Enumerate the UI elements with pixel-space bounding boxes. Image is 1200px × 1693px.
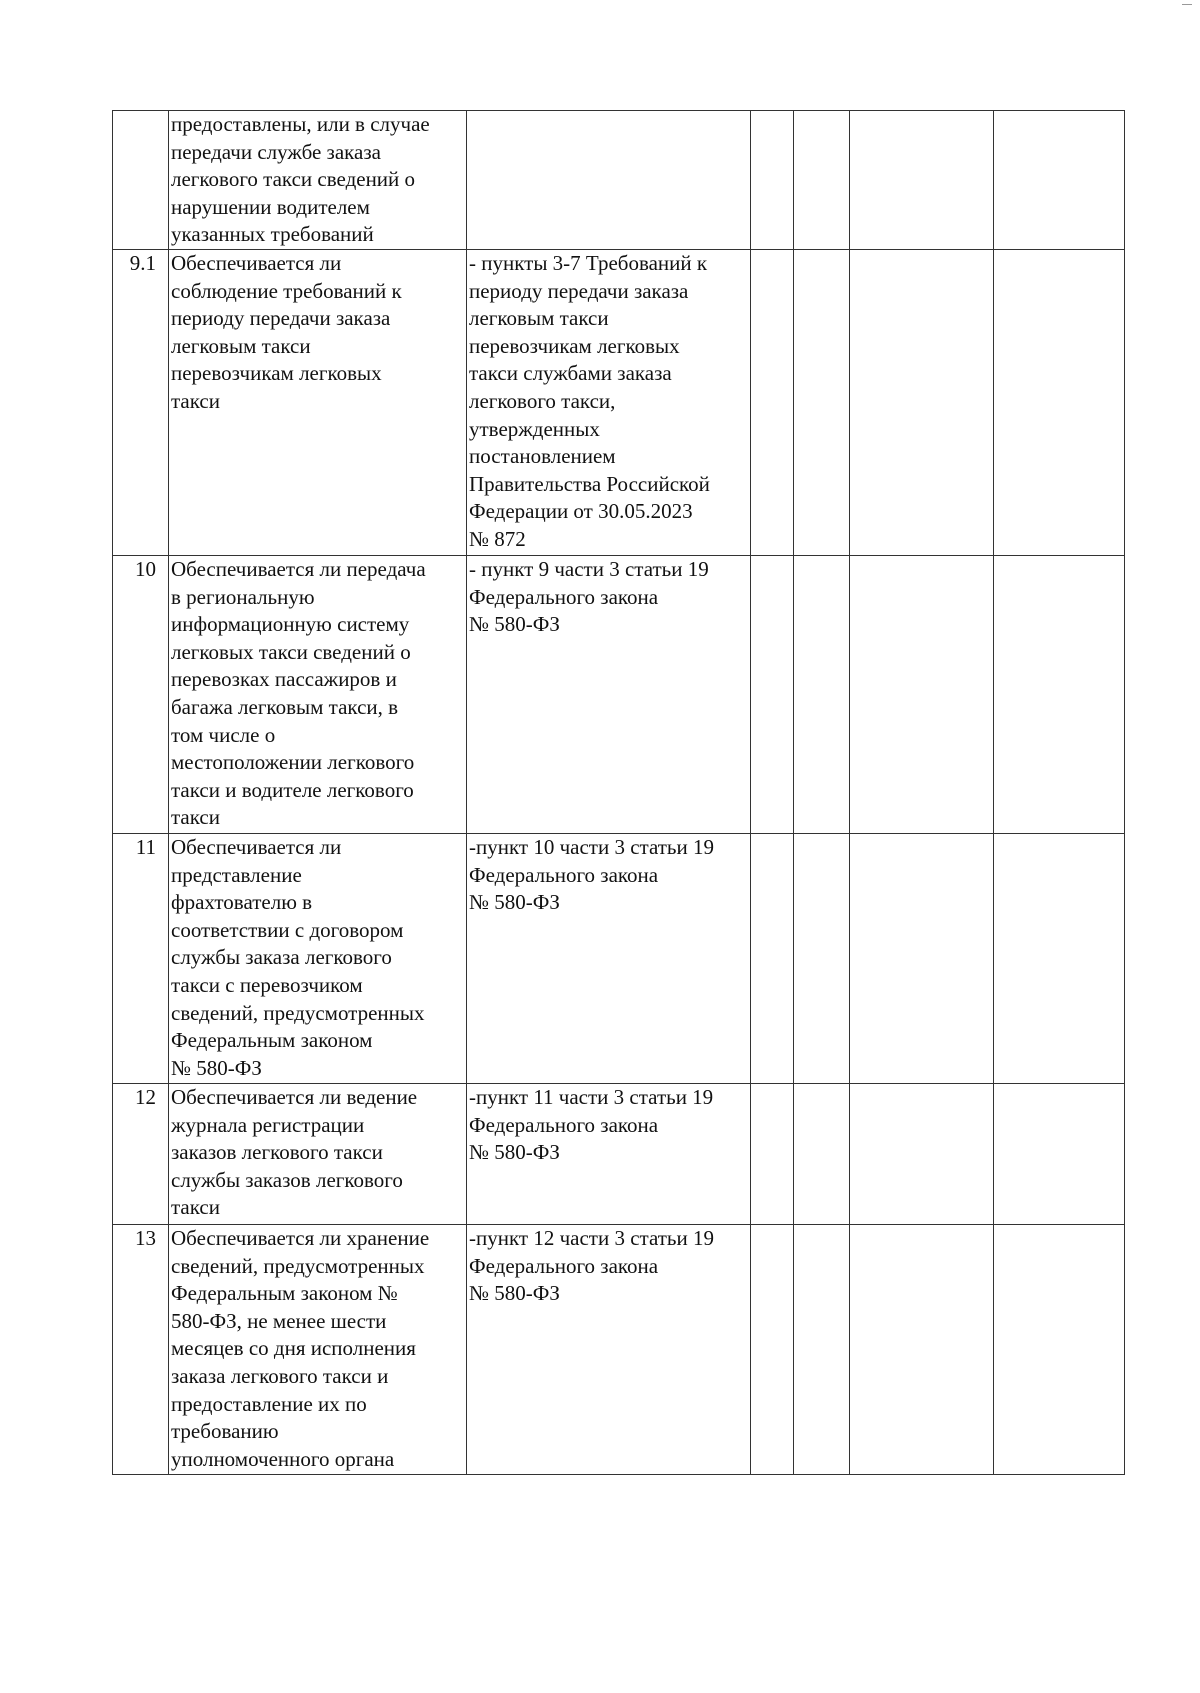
table-row: [113, 249, 1125, 555]
answer-no-cell: [794, 1083, 850, 1224]
note-cell: [994, 111, 1125, 250]
requirement-question: Обеспечивается ли соблюдение требований к периоду передачи заказа легковым такси перевозчикам легковых такси: [169, 249, 467, 555]
legal-reference: - пункты 3-7 Требований к периоду передачи заказа легковым такси перевозчикам легковых такси службами заказа легкового такси, утвержденных постановлением Правительства Российской Федерации от 30.05.2023 № 872: [467, 249, 751, 555]
requirement-question: Обеспечивается ли представление фрахтователю в соответствии с договором службы заказа легкового такси с перевозчиком сведений, предусмотренных Федеральным законом № 580-ФЗ: [169, 833, 467, 1083]
row-number: 13: [113, 1224, 169, 1474]
answer-na-cell: [850, 1224, 994, 1474]
note-cell: [994, 249, 1125, 555]
scan-artifact: [1182, 4, 1192, 5]
requirement-question: Обеспечивается ли ведение журнала регистрации заказов легкового такси службы заказов легкового такси: [169, 1083, 467, 1224]
requirement-question: Обеспечивается ли хранение сведений, предусмотренных Федеральным законом № 580-ФЗ, не менее шести месяцев со дня исполнения заказа легкового такси и предоставление их по требованию уполномоченного органа: [169, 1224, 467, 1474]
table-row: [113, 111, 1125, 250]
answer-no-cell: [794, 555, 850, 833]
table-row: [113, 1083, 1125, 1224]
answer-no-cell: [794, 1224, 850, 1474]
answer-na-cell: [850, 249, 994, 555]
row-number: 12: [113, 1083, 169, 1224]
row-number: [113, 111, 169, 250]
legal-reference: -пункт 12 части 3 статьи 19 Федерального закона № 580-ФЗ: [467, 1224, 751, 1474]
checklist-table: [112, 110, 1125, 1475]
row-number: 11: [113, 833, 169, 1083]
note-cell: [994, 833, 1125, 1083]
answer-no-cell: [794, 249, 850, 555]
answer-na-cell: [850, 111, 994, 250]
legal-reference: [467, 111, 751, 250]
table-row: [113, 555, 1125, 833]
answer-na-cell: [850, 1083, 994, 1224]
answer-yes-cell: [751, 1224, 794, 1474]
legal-reference: -пункт 10 части 3 статьи 19 Федерального закона № 580-ФЗ: [467, 833, 751, 1083]
answer-no-cell: [794, 833, 850, 1083]
row-number: 9.1: [113, 249, 169, 555]
table-row: [113, 1224, 1125, 1474]
answer-na-cell: [850, 555, 994, 833]
answer-yes-cell: [751, 249, 794, 555]
answer-na-cell: [850, 833, 994, 1083]
answer-yes-cell: [751, 555, 794, 833]
table-row: [113, 833, 1125, 1083]
row-number: 10: [113, 555, 169, 833]
requirement-question: предоставлены, или в случае передачи службе заказа легкового такси сведений о нарушении водителем указанных требований: [169, 111, 467, 250]
requirement-question: Обеспечивается ли передача в региональную информационную систему легковых такси сведений о перевозках пассажиров и багажа легковым такси, в том числе о местоположении легкового такси и водителе легкового такси: [169, 555, 467, 833]
note-cell: [994, 555, 1125, 833]
note-cell: [994, 1224, 1125, 1474]
answer-no-cell: [794, 111, 850, 250]
answer-yes-cell: [751, 1083, 794, 1224]
legal-reference: - пункт 9 части 3 статьи 19 Федерального закона № 580-ФЗ: [467, 555, 751, 833]
answer-yes-cell: [751, 111, 794, 250]
note-cell: [994, 1083, 1125, 1224]
answer-yes-cell: [751, 833, 794, 1083]
legal-reference: -пункт 11 части 3 статьи 19 Федерального закона № 580-ФЗ: [467, 1083, 751, 1224]
